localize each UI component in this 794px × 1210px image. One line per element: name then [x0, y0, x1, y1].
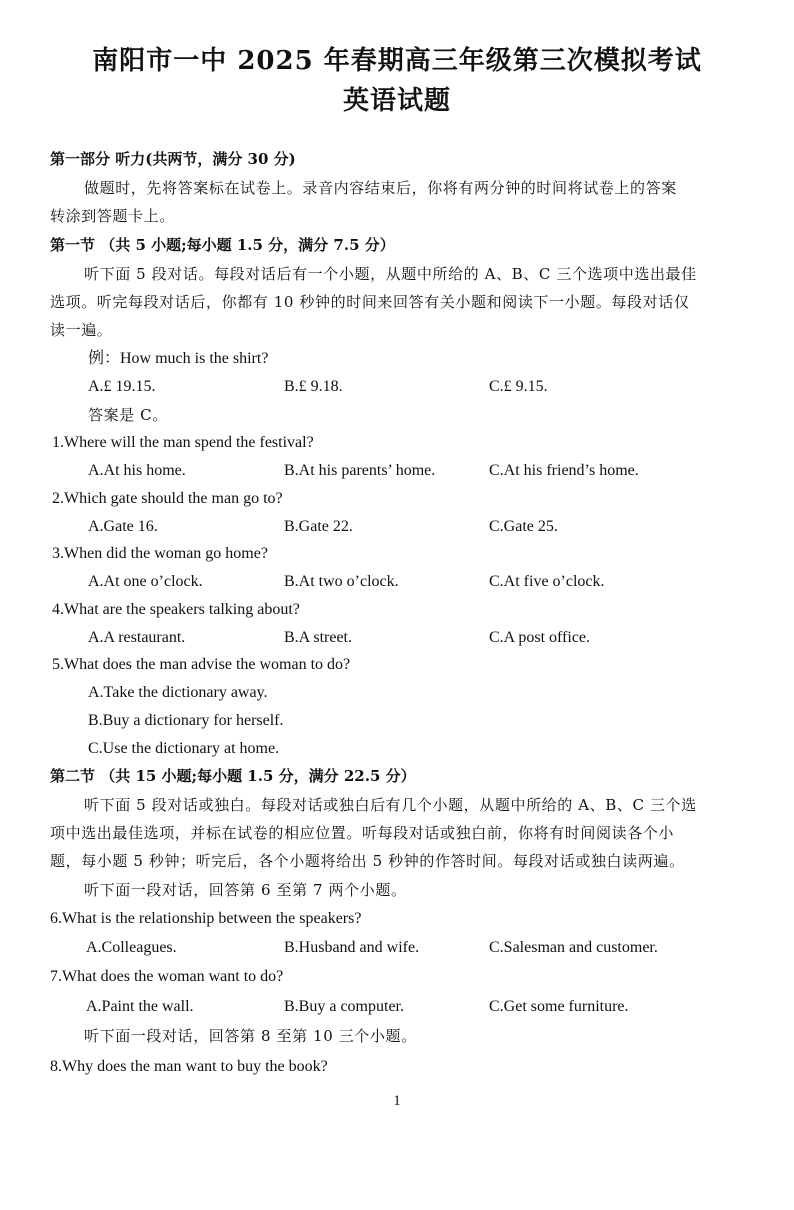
section1-instruction-line: 选项。听完每段对话后，你都有 10 秒钟的时间来回答有关小题和阅读下一小题。每段对话仅 [50, 293, 690, 311]
option-c: C.A post office. [489, 629, 591, 646]
section2-instruction-line: 项中选出最佳选项，并标在试卷的相应位置。听每段对话或独白前，你将有时间阅读各个小 [50, 824, 675, 842]
question-1: 1.Where will the man spend the festival? [52, 434, 314, 451]
option-b: B.At two o’clock. [284, 573, 399, 590]
question-4: 4.What are the speakers talking about? [52, 601, 300, 618]
section1-heading: 第一节 （共 5 小题;每小题 1.5 分，满分 7.5 分） [50, 236, 395, 254]
option-b: B.Buy a dictionary for herself. [88, 712, 284, 729]
group-intro: 听下面一段对话，回答第 6 至第 7 两个小题。 [84, 881, 407, 899]
part1-instruction-line: 做题时，先将答案标在试卷上。录音内容结束后，你将有两分钟的时间将试卷上的答案 [84, 179, 677, 197]
part1-instruction-line: 转涂到答题卡上。 [50, 207, 175, 225]
option-c: C.At five o’clock. [489, 573, 605, 590]
option-b: B.Gate 22. [284, 518, 353, 535]
option-b: B.Buy a computer. [284, 998, 404, 1015]
question-6: 6.What is the relationship between the speakers? [50, 910, 362, 927]
option-c: C.Gate 25. [489, 518, 558, 535]
group-intro: 听下面一段对话，回答第 8 至第 10 三个小题。 [84, 1027, 417, 1045]
option-a: A.Gate 16. [88, 518, 158, 535]
section2-heading: 第二节 （共 15 小题;每小题 1.5 分，满分 22.5 分） [50, 767, 416, 785]
example-option-b: B.£ 9.18. [284, 378, 343, 395]
option-c: C.Salesman and customer. [489, 939, 658, 956]
question-5: 5.What does the man advise the woman to do? [52, 656, 351, 673]
page-number: 1 [393, 1093, 401, 1109]
option-b: B.A street. [284, 629, 352, 646]
option-a: A.Colleagues. [86, 939, 177, 956]
example-answer: 答案是 C。 [88, 406, 168, 424]
option-c: C.At his friend’s home. [489, 462, 639, 479]
section1-instruction-line: 听下面 5 段对话。每段对话后有一个小题，从题中所给的 A、B、C 三个选项中选出最佳 [84, 265, 697, 283]
option-a: A.At his home. [88, 462, 186, 479]
option-a: A.A restaurant. [88, 629, 186, 646]
option-a: A.Paint the wall. [86, 998, 194, 1015]
option-a: A.At one o’clock. [88, 573, 203, 590]
option-b: B.At his parents’ home. [284, 462, 436, 479]
exam-subject-title: 英语试题 [342, 86, 451, 116]
question-8: 8.Why does the man want to buy the book? [50, 1058, 328, 1075]
option-c: C.Get some furniture. [489, 998, 629, 1015]
option-a: A.Take the dictionary away. [88, 684, 268, 701]
example-question: 例：How much is the shirt? [88, 350, 269, 367]
example-option-a: A.£ 19.15. [88, 378, 156, 395]
example-option-c: C.£ 9.15. [489, 378, 548, 395]
section2-instruction-line: 听下面 5 段对话或独白。每段对话或独白后有几个小题，从题中所给的 A、B、C 三个选 [84, 796, 697, 814]
exam-title: 南阳市一中 2025 年春期高三年级第三次模拟考试 [92, 46, 702, 76]
question-3: 3.When did the woman go home? [52, 545, 268, 562]
section1-instruction-line: 读一遍。 [50, 321, 113, 339]
option-b: B.Husband and wife. [284, 939, 420, 956]
part1-heading: 第一部分 听力(共两节，满分 30 分) [50, 150, 296, 168]
question-2: 2.Which gate should the man go to? [52, 490, 283, 507]
question-7: 7.What does the woman want to do? [50, 968, 284, 985]
section2-instruction-line: 题，每小题 5 秒钟；听完后，各个小题将给出 5 秒钟的作答时间。每段对话或独白读两遍。 [50, 852, 685, 870]
option-c: C.Use the dictionary at home. [88, 740, 280, 757]
